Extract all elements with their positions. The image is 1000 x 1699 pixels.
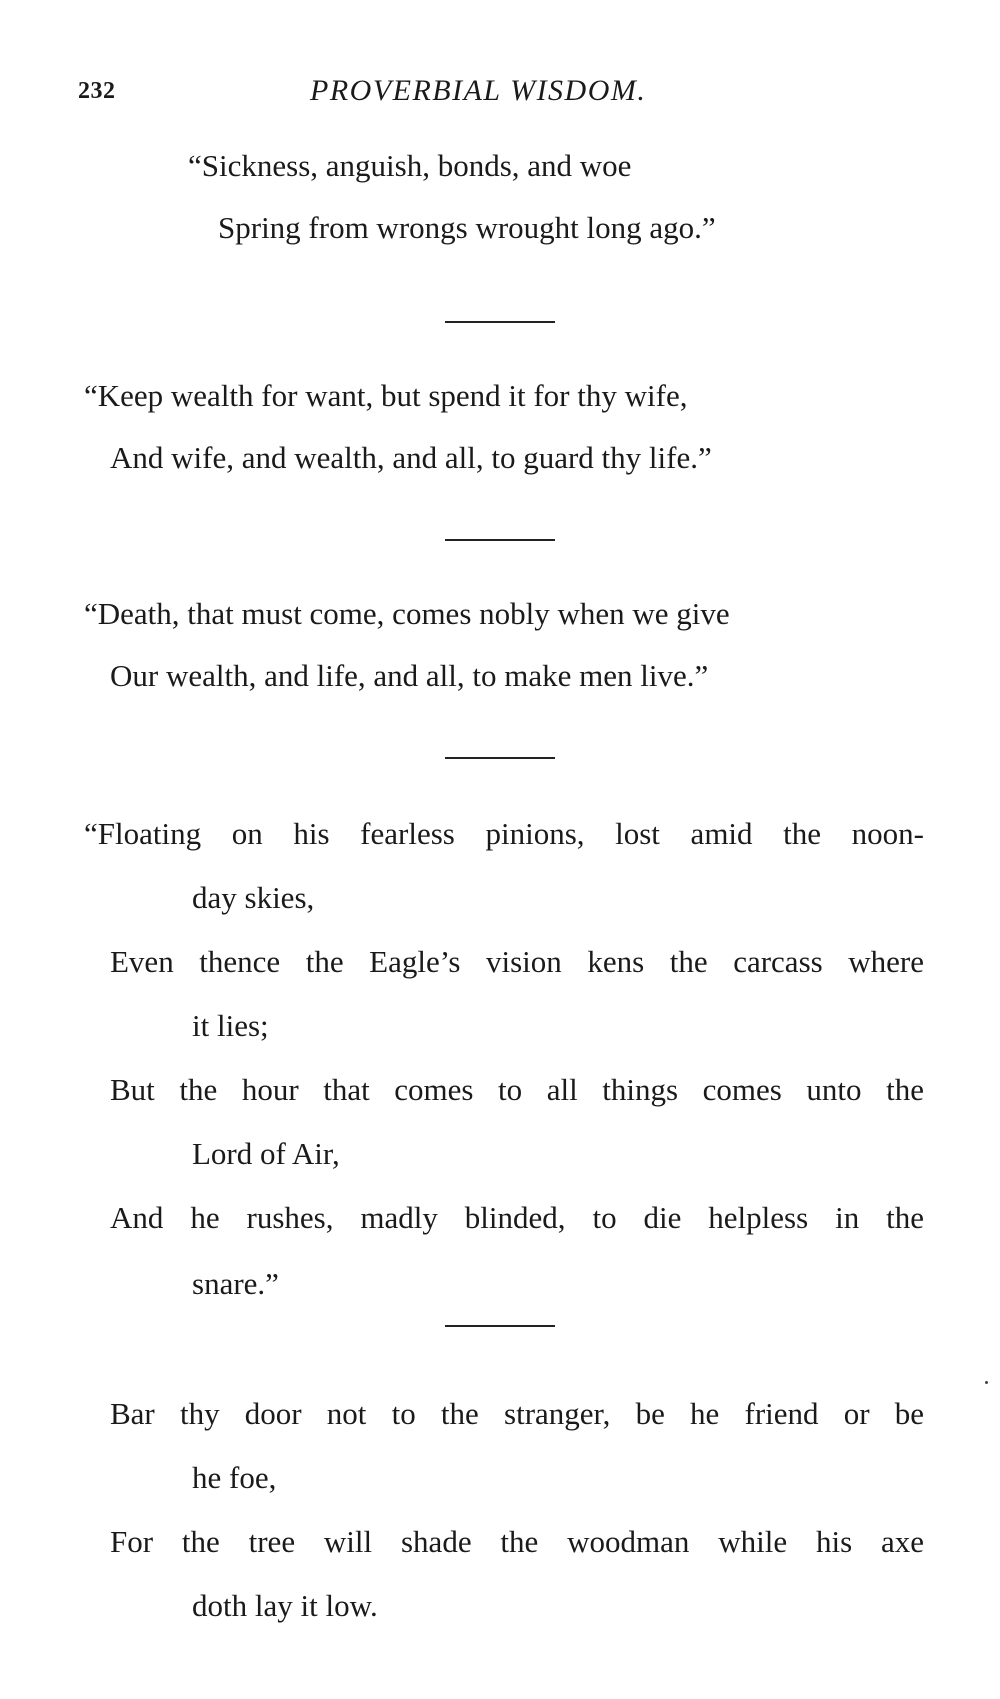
verse-1-line-1: “Sickness, anguish, bonds, and woe	[188, 148, 632, 183]
verse-4-line-5: But the hour that comes to all things comes unto the	[110, 1072, 924, 1107]
verse-2-line-1: “Keep wealth for want, but spend it for thy wife,	[84, 378, 688, 413]
section-divider	[445, 1325, 555, 1327]
verse-5-line-1: Bar thy door not to the stranger, be he friend or be	[110, 1396, 924, 1431]
print-speck	[985, 1381, 988, 1384]
page-number: 232	[78, 78, 116, 104]
section-divider	[445, 757, 555, 759]
verse-5-line-4: doth lay it low.	[192, 1588, 378, 1623]
verse-4-line-7: And he rushes, madly blinded, to die helpless in the	[110, 1200, 924, 1235]
verse-5-line-2: he foe,	[192, 1460, 277, 1495]
verse-4-line-1: “Floating on his fearless pinions, lost amid the noon-	[84, 816, 924, 851]
verse-1-line-2: Spring from wrongs wrought long ago.”	[218, 210, 716, 245]
verse-4-line-6: Lord of Air,	[192, 1136, 340, 1171]
running-title: PROVERBIAL WISDOM.	[310, 74, 647, 107]
verse-4-line-8: snare.”	[192, 1266, 279, 1301]
verse-3-line-2: Our wealth, and life, and all, to make men live.”	[110, 658, 709, 693]
section-divider	[445, 539, 555, 541]
verse-5-line-3: For the tree will shade the woodman while his axe	[110, 1524, 924, 1559]
section-divider	[445, 321, 555, 323]
verse-3-line-1: “Death, that must come, comes nobly when we give	[84, 596, 730, 631]
verse-4-line-2: day skies,	[192, 880, 315, 915]
verse-4-line-3: Even thence the Eagle’s vision kens the carcass where	[110, 944, 924, 979]
verse-4-line-4: it lies;	[192, 1008, 269, 1043]
verse-2-line-2: And wife, and wealth, and all, to guard thy life.”	[110, 440, 712, 475]
